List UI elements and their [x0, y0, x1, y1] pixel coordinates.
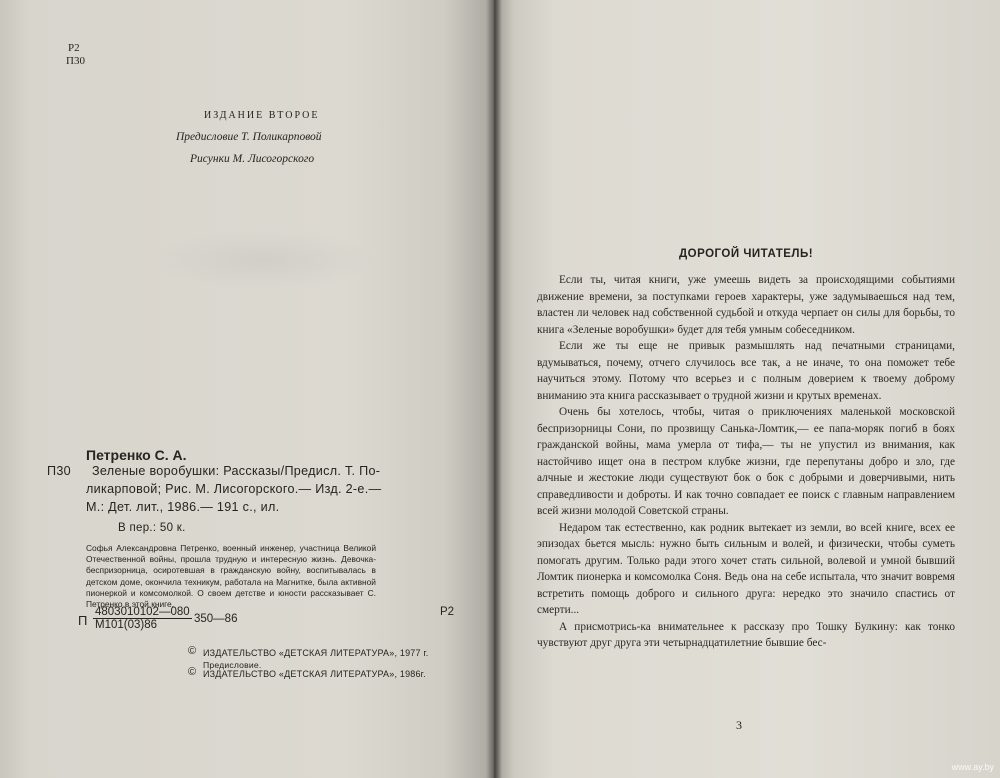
paragraph-3: Очень бы хотелось, чтобы, читая о приключениях маленькой московской беспризорницы Сони, по прозвищу Санька-Ломтик,— ее папа-моряк погиб в боях гражданской войны, мама умерла от тифа,— ты не упустил из внимания, как настойчиво ищет она в пестром клубке жизни, где перепутаны добро и зло, где алчные и жестокие люди существуют бок о бок с добрыми и доверчивыми, нить справедливости и доброты. И как точно совпадает ее поиск с главным направлением всей жизни молодой Советской страны.: [537, 406, 955, 517]
copyright-symbol-1: ©: [188, 645, 197, 657]
left-page: [0, 0, 494, 778]
copyright-symbol-2: ©: [188, 666, 197, 678]
paragraph-4: Недаром так естественно, как родник вытекает из земли, во всей книге, всех ее эпизодах бьется мысль: нужно быть сильным и волей, и физически, чтобы суметь помогать другим. Только ради этого хочет стать сильной, волевой и умной бывший Ломтик пионерка и комсомолка Соня. Ведь она на себе испытала, что значит вовремя встретить помощь доброго и сильного друга: нередко это значило спастись от смерти...: [537, 521, 955, 616]
price: В пер.: 50 к.: [118, 522, 186, 534]
copyright-line-2: ИЗДАТЕЛЬСТВО «ДЕТСКАЯ ЛИТЕРАТУРА», 1986г.: [203, 669, 426, 679]
isbn-numerator: 4803010102—080: [95, 606, 190, 618]
bib-line-2: ликарповой; Рис. М. Лисогорского.— Изд. 2-е.—: [86, 482, 382, 496]
paragraph-2: Если же ты еще не привык размышлять над печатными страницами, вдумываться, почему, отчего случилось все так, а не иначе, то она поможет тебе научиться этому. Потому что всерьез и с полным доверием к твоему доброму вниманию эта книга рассказывает о трудной жизни и крутых временах.: [537, 340, 955, 402]
edition-label: ИЗДАНИЕ ВТОРОЕ: [204, 110, 320, 121]
paragraph-5: А присмотрись-ка внимательнее к рассказу про Тошку Булкину: как тонко чувствуют друг друга эти четырнадцатилетние бывшие бес-: [537, 620, 955, 649]
page-heading: ДОРОГОЙ ЧИТАТЕЛЬ!: [678, 248, 814, 260]
isbn-prefix: П: [78, 613, 88, 628]
isbn-denominator: М101(03)86: [95, 619, 158, 631]
author-name: Петренко С. А.: [86, 447, 187, 463]
classification-code-bottom: П30: [66, 55, 85, 67]
isbn-code-right: Р2: [440, 606, 455, 618]
paragraph-1: Если ты, читая книги, уже умеешь видеть за происходящими событиями движение времени, за поступками героев характеры, уже задумываешься над тем, властен ли человек над собственной судьбой и откуда черпает он силы для борьбы, то книга «Зеленые воробушки» будет для тебя умным собеседником.: [537, 274, 955, 336]
ink-bleed-through: [150, 230, 380, 290]
bib-line-3: М.: Дет. лит., 1986.— 191 с., ил.: [86, 500, 280, 514]
classification-code-top: Р2: [68, 42, 80, 54]
watermark: www.ay.by: [951, 762, 994, 772]
bib-line-1: Зеленые воробушки: Рассказы/Предисл. Т. По-: [92, 464, 381, 478]
book-gutter: [486, 0, 502, 778]
copyright-foreword-label: Предисловие.: [203, 660, 262, 670]
foreword-credit: Предисловие Т. Поликарповой: [176, 131, 322, 143]
illustrations-credit: Рисунки М. Лисогорского: [190, 153, 315, 165]
catalog-code: П30: [47, 464, 71, 478]
copyright-line-1: ИЗДАТЕЛЬСТВО «ДЕТСКАЯ ЛИТЕРАТУРА», 1977 г.: [203, 648, 429, 658]
preface-text: [537, 272, 955, 652]
isbn-suffix: 350—86: [194, 613, 238, 625]
annotation: Софья Александровна Петренко, военный инженер, участница Великой Отечественной войны, прошла трудную и интересную жизнь. Девочка-беспризорница, осиротевшая в гражданскую войну, воспитывалась в детском доме, окончила техникум, работала на Магнитке, была активной пионеркой и комсомолкой. О своем детстве и юности рассказывает С. Петренко в этой книге.: [86, 543, 376, 610]
isbn-fraction: [93, 606, 192, 631]
page-number: 3: [736, 718, 742, 732]
